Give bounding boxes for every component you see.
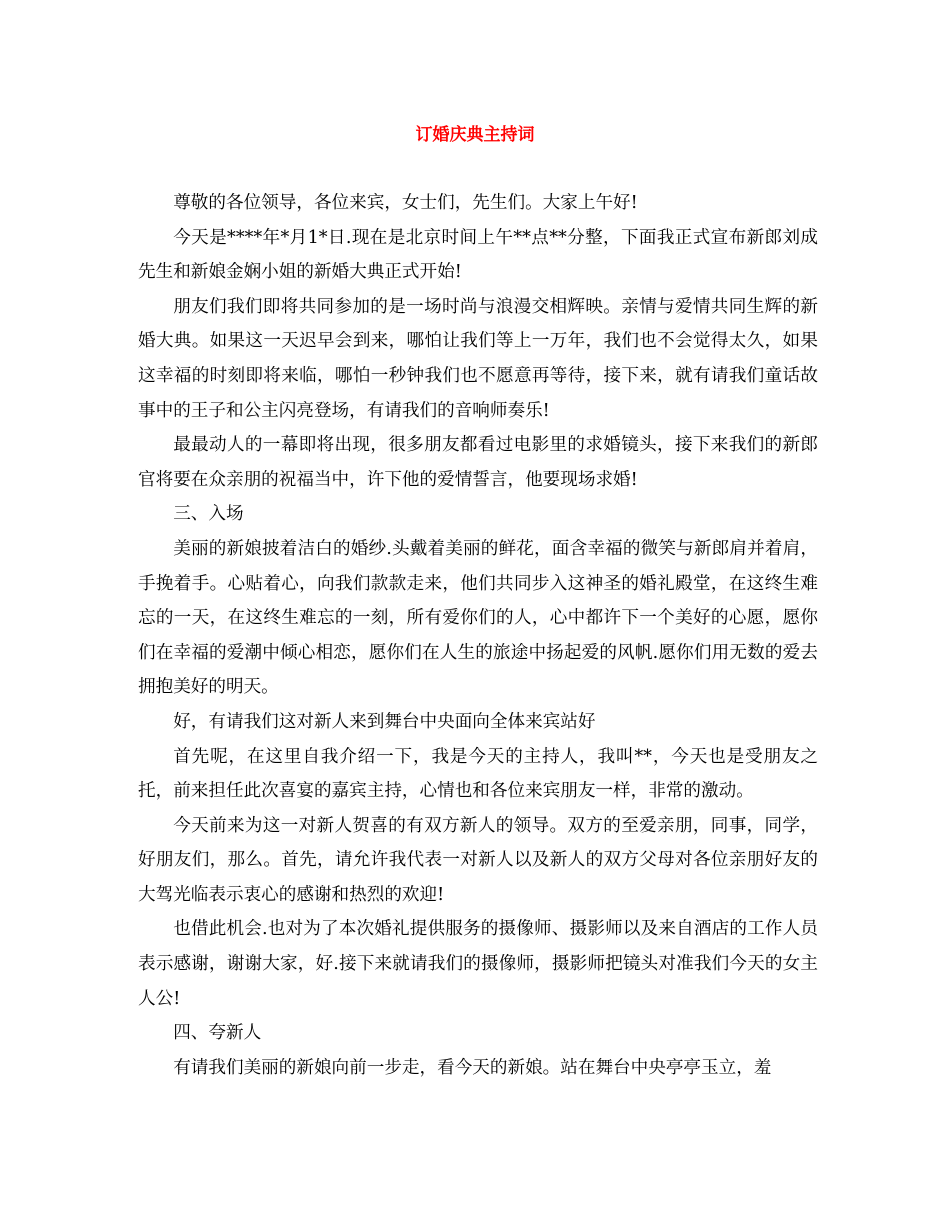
paragraph-proposal: 最最动人的一幕即将出现，很多朋友都看过电影里的求婚镜头，接下来我们的新郎官将要在众亲朋的祝福当中，许下他的爱情誓言，他要现场求婚! [138,435,818,490]
paragraph-thanks-guests: 今天前来为这一对新人贺喜的有双方新人的领导。双方的至爱亲朋，同事，同学，好朋友们，那么。首先，请允许我代表一对新人以及新人的双方父母对各位亲朋好友的大驾光临表示衷心的感谢和热烈的欢迎! [138,815,818,905]
paragraph-greeting: 尊敬的各位领导，各位来宾，女士们，先生们。大家上午好! [173,193,638,213]
section-heading-entrance: 三、入场 [173,504,244,525]
paragraph-praise-bride: 有请我们美丽的新娘向前一步走，看今天的新娘。站在舞台中央亭亭玉立，羞 [173,1057,772,1078]
paragraph-center-stage: 好，有请我们这对新人来到舞台中央面向全体来宾站好 [173,711,596,732]
section-heading-praise: 四、夸新人 [173,1023,262,1044]
paragraph-thanks-staff: 也借此机会.也对为了本次婚礼提供服务的摄像师、摄影师以及来自酒店的工作人员表示感谢，谢谢大家，好.接下来就请我们的摄像师，摄影师把镜头对准我们今天的女主人公! [138,919,818,1009]
paragraph-friends: 朋友们我们即将共同参加的是一场时尚与浪漫交相辉映。亲情与爱情共同生辉的新婚大典。如果这一天迟早会到来，哪怕让我们等上一万年，我们也不会觉得太久，如果这幸福的时刻即将来临，哪怕一秒钟我们也不愿意再等待，接下来，就有请我们童话故事中的王子和公主闪亮登场，有请我们的音响师奏乐! [138,296,818,421]
document-title: 订婚庆典主持词 [415,125,535,145]
paragraph-host-intro: 首先呢，在这里自我介绍一下，我是今天的主持人，我叫**，今天也是受朋友之托，前来担任此次喜宴的嘉宾主持，心情也和各位来宾朋友一样，非常的激动。 [138,746,818,802]
document-body [138,186,818,1085]
paragraph-bride-entrance: 美丽的新娘披着洁白的婚纱.头戴着美丽的鲜花，面含幸福的微笑与新郎肩并着肩，手挽着手。心贴着心，向我们款款走来，他们共同步入这神圣的婚礼殿堂，在这终生难忘的一天，在这终生难忘的一刻，所有爱你们的人，心中都许下一个美好的心愿，愿你们在幸福的爱潮中倾心相恋，愿你们在人生的旅途中扬起爱的风帆.愿你们用无数的爱去拥抱美好的明天。 [138,538,818,698]
paragraph-opening-announcement: 今天是****年*月1*日.现在是北京时间上午**点**分整，下面我正式宣布新郎刘成先生和新娘金娴小姐的新婚大典正式开始! [138,227,818,283]
